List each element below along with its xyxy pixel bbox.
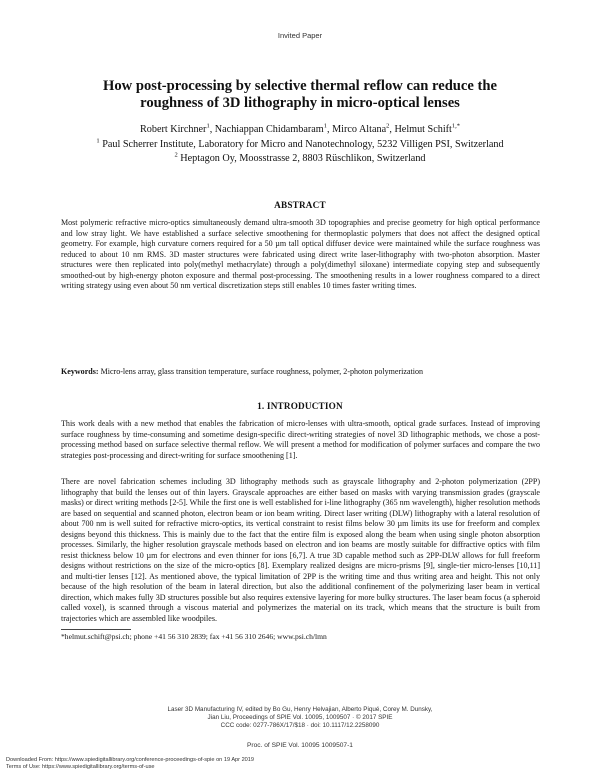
keywords-line [61, 367, 540, 378]
author-affil-sup: 1 [206, 122, 210, 130]
abstract-heading: ABSTRACT [274, 200, 326, 210]
affiliation-text: Heptagon Oy, Moosstrasse 2, 8803 Rüschlikon, Switzerland [180, 153, 426, 164]
conference-info [0, 706, 600, 729]
introduction-paragraph-2: There are novel fabrication schemes including 3D lithography methods such as grayscale lithography and 2-photon polymerization (2PP) lithography that build the lenses out of thin layers. Grayscale approaches are either based on masks with varying transmission grades (grayscale masks) or direct writing methods [2-5]. While the first one is well established for i-line lithography (365 nm wavelength), higher resolution methods are based on sequential and scanned photon, electron beam or ion beam writing. Direct laser writing (DLW) lithography with a lateral resolution of about 700 nm is well suited for refractive micro-optics, its vertical constraint to resist films below 30 µm limits its use for freeform and complex designs beyond this thickness. This is mainly due to the fact that the entire film is exposed along the beam when using single photon absorption processes. Similarly, the higher resolution grayscale methods based on electron and ion beams are mostly suitable for diffractive optics with film resist thickness below 10 µm for electrons and even thinner for ions [6,7]. A true 3D capable method such as 2PP-DLW allows for full freeform designs without restrictions on the size of the micro-optics [8]. Exemplary realized designs are micro-prisms [9], single-tier micro-lenses [10,11] and multi-tier lenses [12]. As mentioned above, the typical limitation of 2PP is the writing time and thus writing area and height. This not only because of the high resolution of the beam in lateral direction, but also the additional confinement of the polymerizing laser beam in vertical direction, which makes fully 3D structures possible but also requires extensive layering for more bulky structures. The laser beam focus (a spheroid called voxel), is scanned through a viscous material and polymerizes the material on its track, which means that the structure is built from trajectories which are assembled like woodpiles. [61, 477, 540, 623]
paper-title [0, 78, 600, 112]
author-name: Nachiappan Chidambaram [214, 124, 324, 135]
author-affil-sup: 2 [386, 122, 390, 130]
affiliation-sup: 2 [174, 151, 178, 159]
abstract-text: Most polymeric refractive micro-optics simultaneously demand ultra-smooth 3D topographies and precise geometry for high optical performance and low stray light. We have established a surface selective smoothening for thermoplastic polymers that does not affect the designed optical geometry. For example, high curvature corners required for a 50 µm tall optical diffuser device were maintained while the surface roughness was reduced to about 10 nm RMS. 3D master structures were fabricated using direct write laser-lithography with two-photon absorption. Master structures were then replicated into poly(methyl methacrylate) through a poly(dimethyl siloxane) intermediate copying step and subsequently smoothed-out by high-energy photon exposure and thermal post-processing. The smoothening results in a lower roughness compared to a direct writing strategy using even about 50 nm vertical discretization steps still enables 10 times faster writing times. [61, 218, 540, 290]
download-notice [6, 757, 254, 771]
title-line-1: How post-processing by selective thermal reflow can reduce the [103, 78, 497, 94]
author-affil-sup: 1,* [451, 122, 461, 130]
terms-link[interactable]: Terms of Use: https://www.spiedigitallibrary.org/terms-of-use [6, 764, 155, 770]
introduction-paragraph-1: This work deals with a new method that enables the fabrication of micro-lenses with ultra-smooth, optical grade surfaces. Instead of improving surface roughness by time-consuming and sometime design-specific direct-writing strategies of novel 3D lithographic methods, we chose a post-processing method based on surface selective thermal reflow. We will present a method for modification of polymer surfaces and compare the two strategies post-processing and direct-writing for surface smoothening [1]. [61, 419, 540, 460]
keywords-label: Keywords: [61, 367, 99, 376]
affiliation-sup: 1 [96, 137, 100, 145]
author-name: Robert Kirchner [139, 124, 207, 135]
download-line: Downloaded From: https://www.spiedigitallibrary.org/conference-proceedings-of-spie on 19 Apr 2019 [6, 757, 255, 763]
footnote: *helmut.schift@psi.ch; phone +41 56 310 2839; fax +41 56 310 2646; www.psi.ch/lmn [61, 632, 327, 641]
affiliation-text: Paul Scherrer Institute, Laboratory for Micro and Nanotechnology, 5232 Villigen PSI, Switzerland [102, 139, 504, 150]
invited-paper-label: Invited Paper [277, 31, 323, 40]
affiliation [0, 152, 600, 166]
conference-line-3: CCC code: 0277-786X/17/$18 · doi: 10.1117/12.2258090 [220, 721, 380, 729]
affiliation [0, 138, 600, 152]
conference-line-1: Laser 3D Manufacturing IV, edited by Bo Gu, Henry Helvajian, Alberto Piqué, Corey M. Dunsky, [167, 706, 433, 713]
keywords-text: Micro-lens array, glass transition temperature, surface roughness, polymer, 2-photon polymerization [100, 367, 424, 376]
author-name: Helmut Schift [394, 124, 452, 135]
author-affil-sup: 1 [323, 122, 327, 130]
title-line-2: roughness of 3D lithography in micro-optical lenses [140, 95, 460, 111]
author-list: Robert Kirchner$^1$, Nachiappan Chidambaram$^1$, Mirco Altana$^2$, Helmut Schift$^{1,*}$ [139, 122, 461, 135]
affiliations [0, 138, 600, 166]
introduction-heading: 1. INTRODUCTION [257, 401, 343, 411]
author-name: Mirco Altana [332, 124, 387, 135]
proceedings-page-number: Proc. of SPIE Vol. 10095 1009507-1 [247, 742, 353, 749]
conference-line-2: Jian Liu, Proceedings of SPIE Vol. 10095, 1009507 · © 2017 SPIE [207, 713, 393, 721]
footnote-divider [61, 629, 131, 630]
